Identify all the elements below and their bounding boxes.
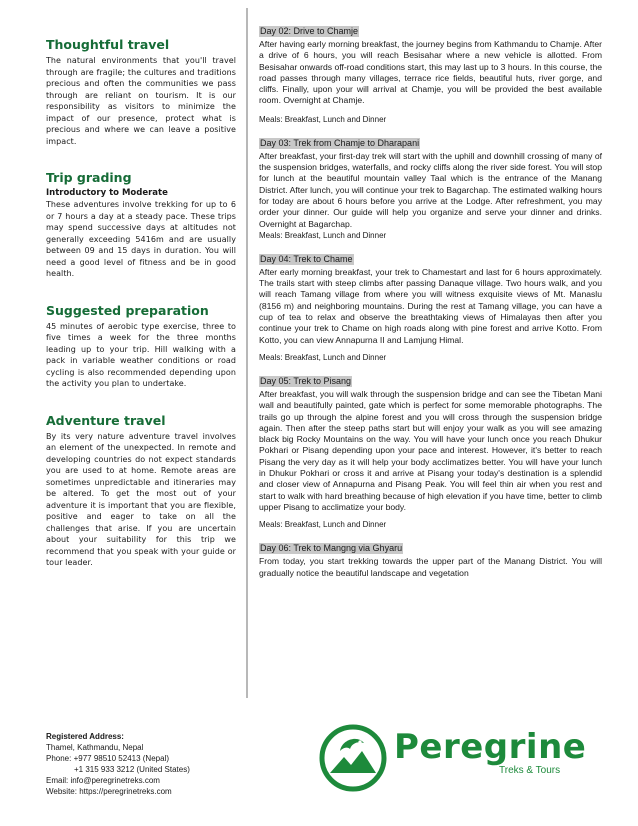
itinerary-day bbox=[259, 21, 602, 125]
day-description: After having early morning breakfast, the journey begins from Kathmandu to Chamje. After a drive of 6 hours, you will reach Besisahar where a new vehicle is allotted. From Besisahar onwards off-road conditions start, this may last up to 3 hours. In this course, the road passes through many villages, terrace rice fields, beautiful huts, river gorge, and cliffs. Finally, upon your will arrival at Chamje, you will be provided the best available room. Overnight at Chamje. bbox=[259, 39, 602, 106]
itinerary-day bbox=[259, 133, 602, 241]
peregrine-logo bbox=[318, 723, 608, 793]
grading-level: Introductory to Moderate bbox=[46, 188, 168, 198]
day-description: From today, you start trekking towards the upper part of the Manang District. You will gradually notice the beautiful landscape and vegetation bbox=[259, 556, 602, 578]
section-body: The natural environments that you'll travel through are fragile; the cultures and traditions precious and often the communities we pass through are reliant on tourism. It is our responsibility as visitors to minimize the impact of our presence, protect what is precious and where we can leave a positive impact. bbox=[46, 56, 236, 146]
day-meals: Meals: Breakfast, Lunch and Dinner bbox=[259, 114, 387, 124]
day-title: Day 06: Trek to Mangng via Ghyaru bbox=[260, 543, 403, 554]
day-meals: Meals: Breakfast, Lunch and Dinner bbox=[259, 230, 387, 240]
section-body: These adventures involve trekking for up to 6 or 7 hours a day at a steady pace. These trips may spend successive days at altitudes not generally exceeding 5416m and are usually between 09 and 15 days in duration. You will need a good level of fitness and be in good health. bbox=[46, 200, 236, 278]
phone-nepal: Phone: +977 98510 52413 (Nepal) bbox=[46, 754, 169, 763]
day-description: After breakfast, your first-day trek will start with the uphill and downhill crossing of many of the suspension bridges, waterfalls, and rocky cliffs along the river side forest. You will stop for lunch at the beautiful mountain valley Taal which is the entrance of the Manang District. After lunch, you will continue your trek to Bagarchap. The estimated walking hours for today are about 6 hours before you arrive at the Lodge. After refreshment, you may order your dinner. Our guide will help you organize and serve your dinner and drinks. Overnight at Bagarchap. bbox=[259, 150, 602, 229]
day-title: Day 04: Trek to Chame bbox=[260, 253, 353, 264]
address-title: Registered Address: bbox=[46, 732, 124, 741]
day-meals: Meals: Breakfast, Lunch and Dinner bbox=[259, 520, 387, 530]
day-description: After early morning breakfast, your trek to Chamestart and last for 6 hours approximately. The trails start with steep climbs after passing Danaque village. Two hours walk, and you will reach Tamang village from where you will witness exquisite views of Mt. Manaslu (8156 m) and neighboring mountains. During the rest at Tamang village, you can have a cup of tea to relax and observe the breathtaking views of Himalayas then after you continue your trek to Chame on high roads along with pine forest and arrive Kotto. From Kotto, you can view Annapurna II and Lamjung Himal. bbox=[259, 266, 602, 345]
day-title: Day 05: Trek to Pisang bbox=[260, 375, 352, 386]
day-title: Day 02: Drive to Chamje bbox=[260, 26, 359, 36]
adventure-travel-section bbox=[46, 413, 236, 569]
thoughtful-travel-section bbox=[46, 37, 236, 147]
itinerary-day bbox=[259, 538, 602, 579]
itinerary-day bbox=[259, 371, 602, 530]
day-title: Day 03: Trek from Chamje to Dharapani bbox=[260, 137, 420, 148]
day-meals: Meals: Breakfast, Lunch and Dinner bbox=[259, 352, 387, 362]
website: Website: https://peregrinetreks.com bbox=[46, 787, 172, 796]
section-title: Adventure travel bbox=[46, 412, 166, 428]
phone-us: +1 315 933 3212 (United States) bbox=[74, 765, 190, 774]
column-divider bbox=[246, 8, 248, 698]
section-title: Trip grading bbox=[46, 170, 132, 185]
logo-wordmark: Peregrine bbox=[394, 727, 587, 767]
section-title: Suggested preparation bbox=[46, 302, 209, 318]
trip-grading-section bbox=[46, 170, 236, 280]
left-column bbox=[46, 34, 236, 592]
email: Email: info@peregrinetreks.com bbox=[46, 776, 160, 785]
suggested-preparation-section bbox=[46, 303, 236, 390]
section-title: Thoughtful travel bbox=[46, 37, 170, 52]
section-body: By its very nature adventure travel involves an element of the unexpected. In remote and developing countries do not expect standards you are used to at home. Remote areas are sometimes unpredictable and itineraries may be altered. To get the most out of your adventure it is important that you are flexible, positive and eager to take on all the challenges that arise. If you are uncertain about your suitability for this trip we recommend that you speak with your guide or tour leader. bbox=[46, 431, 236, 567]
section-body: 45 minutes of aerobic type exercise, three to five times a week for the three months leading up to your trip. Hill walking with a pack in variable weather conditions or road cycling is also recommended depending upon the activity you plan to undertake. bbox=[46, 321, 236, 388]
day-description: After breakfast, you will walk through the suspension bridge and can see the Tibetan Mani wall and beautifully painted, gate which is perfect for some memorable photographs. The trails go up through the alpine forest and you will cross through the suspension bridge again. Then after the steep paths start but will enjoy your walk as you will see amazing black big Rocky Mountains on the way. You will have your lunch once you reach Dhukur Pokhari or Pisang depending upon your pace and interest. However, it's better to reach Pisang the very day as it will help your body acclimatizes better. You will have your lunch in Dhukur Pokhari or cross it and arrive at Pisang your today's destination is a splendid and closer view of Annapurna and Pisang Peak. You will feel thin air when you rest and start to walk with hard breathing because of high elevation if you have time, better to climb upper Pisang to acclimatize your body. bbox=[259, 388, 602, 512]
bird-mountain-icon bbox=[318, 723, 388, 793]
registered-address bbox=[46, 731, 306, 797]
address-line: Thamel, Kathmandu, Nepal bbox=[46, 743, 144, 752]
itinerary-column bbox=[259, 21, 602, 587]
logo-tagline: Treks & Tours bbox=[499, 765, 561, 776]
itinerary-day bbox=[259, 249, 602, 363]
